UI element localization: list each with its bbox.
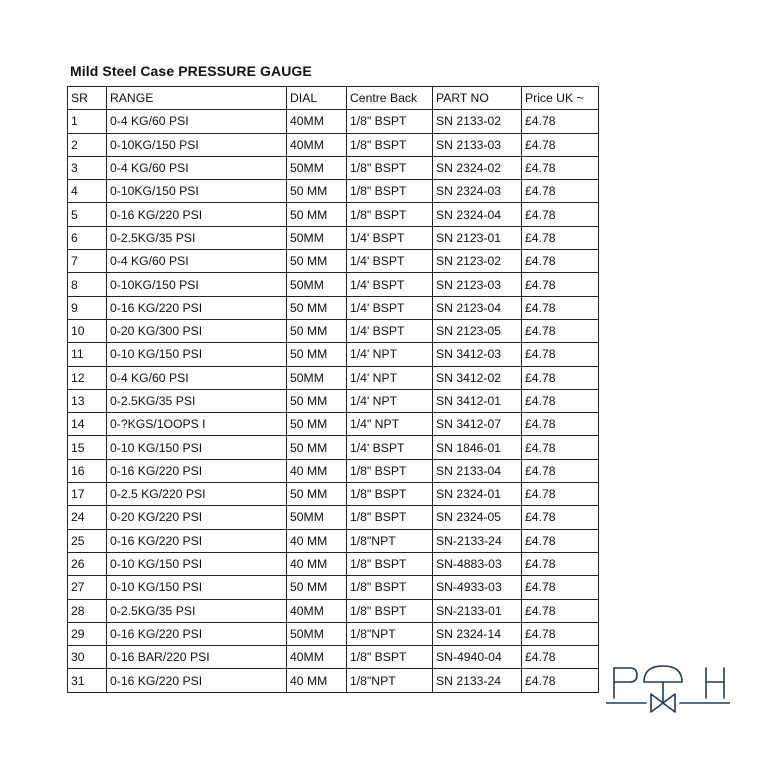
cell-dial: 50 MM — [287, 296, 347, 319]
cell-range: 0-16 KG/220 PSI — [107, 459, 287, 482]
cell-dial: 50 MM — [287, 436, 347, 459]
cell-price: £4.78 — [522, 529, 599, 552]
cell-centre-back: 1/8" BSPT — [347, 599, 433, 622]
table-row — [68, 319, 599, 342]
cell-price: £4.78 — [522, 133, 599, 156]
cell-range: 0-16 KG/220 PSI — [107, 203, 287, 226]
cell-centre-back: 1/8" BSPT — [347, 110, 433, 133]
cell-centre-back: 1/4' NPT — [347, 343, 433, 366]
table-row — [68, 436, 599, 459]
cell-range: 0-10KG/150 PSI — [107, 133, 287, 156]
cell-part-no: SN 2324-04 — [433, 203, 522, 226]
cell-dial: 50 MM — [287, 343, 347, 366]
header-part-no: PART NO — [433, 87, 522, 110]
cell-sr: 4 — [68, 180, 107, 203]
cell-centre-back: 1/4' BSPT — [347, 273, 433, 296]
table-row — [68, 226, 599, 249]
cell-price: £4.78 — [522, 459, 599, 482]
cell-range: 0-16 BAR/220 PSI — [107, 646, 287, 669]
cell-dial: 40MM — [287, 133, 347, 156]
cell-part-no: SN 2123-04 — [433, 296, 522, 319]
cell-part-no: SN 3412-03 — [433, 343, 522, 366]
cell-range: 0-4 KG/60 PSI — [107, 110, 287, 133]
table-row — [68, 529, 599, 552]
cell-part-no: SN 2324-03 — [433, 180, 522, 203]
cell-centre-back: 1/4' BSPT — [347, 319, 433, 342]
cell-sr: 28 — [68, 599, 107, 622]
cell-range: 0-2.5KG/35 PSI — [107, 389, 287, 412]
cell-dial: 40MM — [287, 110, 347, 133]
page-title: Mild Steel Case PRESSURE GAUGE — [70, 63, 312, 79]
cell-centre-back: 1/4' NPT — [347, 389, 433, 412]
logo-dome-icon — [644, 666, 682, 682]
table-row — [68, 366, 599, 389]
cell-price: £4.78 — [522, 576, 599, 599]
table-row — [68, 506, 599, 529]
cell-sr: 25 — [68, 529, 107, 552]
cell-range: 0-10 KG/150 PSI — [107, 436, 287, 459]
table-row — [68, 622, 599, 645]
cell-range: 0-10KG/150 PSI — [107, 180, 287, 203]
cell-centre-back: 1/8" BSPT — [347, 483, 433, 506]
cell-range: 0-4 KG/60 PSI — [107, 250, 287, 273]
cell-centre-back: 1/8"NPT — [347, 529, 433, 552]
table-row — [68, 156, 599, 179]
cell-sr: 30 — [68, 646, 107, 669]
cell-sr: 16 — [68, 459, 107, 482]
table-row — [68, 459, 599, 482]
cell-price: £4.78 — [522, 319, 599, 342]
cell-part-no: SN 2133-24 — [433, 669, 522, 692]
cell-range: 0-16 KG/220 PSI — [107, 529, 287, 552]
cell-part-no: SN 2133-04 — [433, 459, 522, 482]
table-row — [68, 273, 599, 296]
table-row — [68, 413, 599, 436]
cell-sr: 31 — [68, 669, 107, 692]
cell-price: £4.78 — [522, 669, 599, 692]
cell-sr: 6 — [68, 226, 107, 249]
cell-price: £4.78 — [522, 483, 599, 506]
cell-dial: 50MM — [287, 226, 347, 249]
cell-range: 0-4 KG/60 PSI — [107, 366, 287, 389]
cell-part-no: SN-2133-24 — [433, 529, 522, 552]
header-sr: SR — [68, 87, 107, 110]
table-row — [68, 389, 599, 412]
logo-letter-h — [706, 668, 724, 698]
cell-price: £4.78 — [522, 389, 599, 412]
cell-dial: 50MM — [287, 506, 347, 529]
cell-price: £4.78 — [522, 506, 599, 529]
table-row — [68, 343, 599, 366]
header-row — [68, 87, 599, 110]
cell-dial: 40 MM — [287, 552, 347, 575]
table-row — [68, 296, 599, 319]
cell-centre-back: 1/4' BSPT — [347, 296, 433, 319]
cell-range: 0-20 KG/300 PSI — [107, 319, 287, 342]
cell-dial: 50 MM — [287, 250, 347, 273]
table-row — [68, 599, 599, 622]
cell-part-no: SN-2133-01 — [433, 599, 522, 622]
cell-price: £4.78 — [522, 156, 599, 179]
header-centre-back: Centre Back — [347, 87, 433, 110]
table-row — [68, 483, 599, 506]
cell-price: £4.78 — [522, 273, 599, 296]
cell-sr: 29 — [68, 622, 107, 645]
cell-part-no: SN 2324-14 — [433, 622, 522, 645]
cell-dial: 40 MM — [287, 529, 347, 552]
cell-centre-back: 1/4" NPT — [347, 413, 433, 436]
cell-part-no: SN 2123-01 — [433, 226, 522, 249]
cell-dial: 50 MM — [287, 180, 347, 203]
cell-centre-back: 1/4' BSPT — [347, 226, 433, 249]
cell-dial: 50MM — [287, 156, 347, 179]
cell-sr: 7 — [68, 250, 107, 273]
cell-price: £4.78 — [522, 296, 599, 319]
cell-centre-back: 1/8" BSPT — [347, 156, 433, 179]
cell-centre-back: 1/8" BSPT — [347, 459, 433, 482]
cell-centre-back: 1/8" BSPT — [347, 576, 433, 599]
cell-part-no: SN-4940-04 — [433, 646, 522, 669]
cell-part-no: SN 2324-02 — [433, 156, 522, 179]
cell-price: £4.78 — [522, 599, 599, 622]
cell-centre-back: 1/8" BSPT — [347, 203, 433, 226]
header-dial: DIAL — [287, 87, 347, 110]
cell-centre-back: 1/4' BSPT — [347, 436, 433, 459]
table-row — [68, 110, 599, 133]
cell-range: 0-20 KG/220 PSI — [107, 506, 287, 529]
cell-centre-back: 1/8"NPT — [347, 622, 433, 645]
cell-dial: 50 MM — [287, 389, 347, 412]
cell-sr: 1 — [68, 110, 107, 133]
cell-part-no: SN 2123-05 — [433, 319, 522, 342]
cell-part-no: SN 2133-02 — [433, 110, 522, 133]
cell-centre-back: 1/8" BSPT — [347, 646, 433, 669]
cell-range: 0-10 KG/150 PSI — [107, 552, 287, 575]
cell-range: 0-2.5KG/35 PSI — [107, 226, 287, 249]
cell-sr: 27 — [68, 576, 107, 599]
cell-price: £4.78 — [522, 366, 599, 389]
table-row — [68, 646, 599, 669]
cell-part-no: SN 3412-02 — [433, 366, 522, 389]
cell-range: 0-?KGS/1OOPS I — [107, 413, 287, 436]
cell-dial: 40 MM — [287, 459, 347, 482]
cell-price: £4.78 — [522, 250, 599, 273]
table-row — [68, 133, 599, 156]
header-range: RANGE — [107, 87, 287, 110]
cell-range: 0-10 KG/150 PSI — [107, 576, 287, 599]
cell-price: £4.78 — [522, 180, 599, 203]
cell-range: 0-2.5 KG/220 PSI — [107, 483, 287, 506]
cell-centre-back: 1/8" BSPT — [347, 552, 433, 575]
cell-sr: 12 — [68, 366, 107, 389]
cell-range: 0-16 KG/220 PSI — [107, 296, 287, 319]
cell-centre-back: 1/8"NPT — [347, 669, 433, 692]
price-table — [67, 86, 599, 693]
cell-sr: 14 — [68, 413, 107, 436]
header-price: Price UK ~ — [522, 87, 599, 110]
cell-range: 0-2.5KG/35 PSI — [107, 599, 287, 622]
cell-part-no: SN 3412-07 — [433, 413, 522, 436]
price-table-body — [68, 110, 599, 692]
cell-price: £4.78 — [522, 436, 599, 459]
cell-range: 0-4 KG/60 PSI — [107, 156, 287, 179]
cell-sr: 5 — [68, 203, 107, 226]
cell-sr: 17 — [68, 483, 107, 506]
table-row — [68, 250, 599, 273]
cell-sr: 9 — [68, 296, 107, 319]
cell-dial: 50 MM — [287, 319, 347, 342]
table-row — [68, 203, 599, 226]
cell-part-no: SN-4883-03 — [433, 552, 522, 575]
cell-price: £4.78 — [522, 646, 599, 669]
cell-part-no: SN 3412-01 — [433, 389, 522, 412]
cell-centre-back: 1/4' BSPT — [347, 250, 433, 273]
cell-sr: 3 — [68, 156, 107, 179]
cell-part-no: SN 1846-01 — [433, 436, 522, 459]
pressure-valve-logo — [606, 660, 730, 722]
cell-dial: 50 MM — [287, 576, 347, 599]
table-row — [68, 669, 599, 692]
cell-part-no: SN 2324-05 — [433, 506, 522, 529]
cell-part-no: SN 2133-03 — [433, 133, 522, 156]
cell-centre-back: 1/8" BSPT — [347, 180, 433, 203]
cell-dial: 50 MM — [287, 413, 347, 436]
cell-price: £4.78 — [522, 413, 599, 436]
cell-price: £4.78 — [522, 343, 599, 366]
cell-part-no: SN 2123-02 — [433, 250, 522, 273]
cell-sr: 10 — [68, 319, 107, 342]
cell-price: £4.78 — [522, 110, 599, 133]
cell-sr: 11 — [68, 343, 107, 366]
cell-price: £4.78 — [522, 203, 599, 226]
cell-dial: 40 MM — [287, 669, 347, 692]
cell-part-no: SN-4933-03 — [433, 576, 522, 599]
cell-range: 0-10 KG/150 PSI — [107, 343, 287, 366]
table-row — [68, 180, 599, 203]
cell-sr: 13 — [68, 389, 107, 412]
cell-dial: 50MM — [287, 622, 347, 645]
cell-dial: 50 MM — [287, 203, 347, 226]
cell-dial: 40MM — [287, 646, 347, 669]
cell-range: 0-10KG/150 PSI — [107, 273, 287, 296]
cell-sr: 26 — [68, 552, 107, 575]
cell-price: £4.78 — [522, 622, 599, 645]
cell-part-no: SN 2123-03 — [433, 273, 522, 296]
cell-price: £4.78 — [522, 552, 599, 575]
cell-sr: 8 — [68, 273, 107, 296]
cell-price: £4.78 — [522, 226, 599, 249]
table-row — [68, 576, 599, 599]
cell-sr: 24 — [68, 506, 107, 529]
cell-dial: 40MM — [287, 599, 347, 622]
cell-centre-back: 1/8" BSPT — [347, 133, 433, 156]
cell-centre-back: 1/8" BSPT — [347, 506, 433, 529]
cell-dial: 50 MM — [287, 483, 347, 506]
cell-dial: 50MM — [287, 366, 347, 389]
cell-centre-back: 1/4' NPT — [347, 366, 433, 389]
cell-sr: 15 — [68, 436, 107, 459]
table-row — [68, 552, 599, 575]
cell-dial: 50MM — [287, 273, 347, 296]
cell-sr: 2 — [68, 133, 107, 156]
cell-range: 0-16 KG/220 PSI — [107, 622, 287, 645]
cell-part-no: SN 2324-01 — [433, 483, 522, 506]
cell-range: 0-16 KG/220 PSI — [107, 669, 287, 692]
